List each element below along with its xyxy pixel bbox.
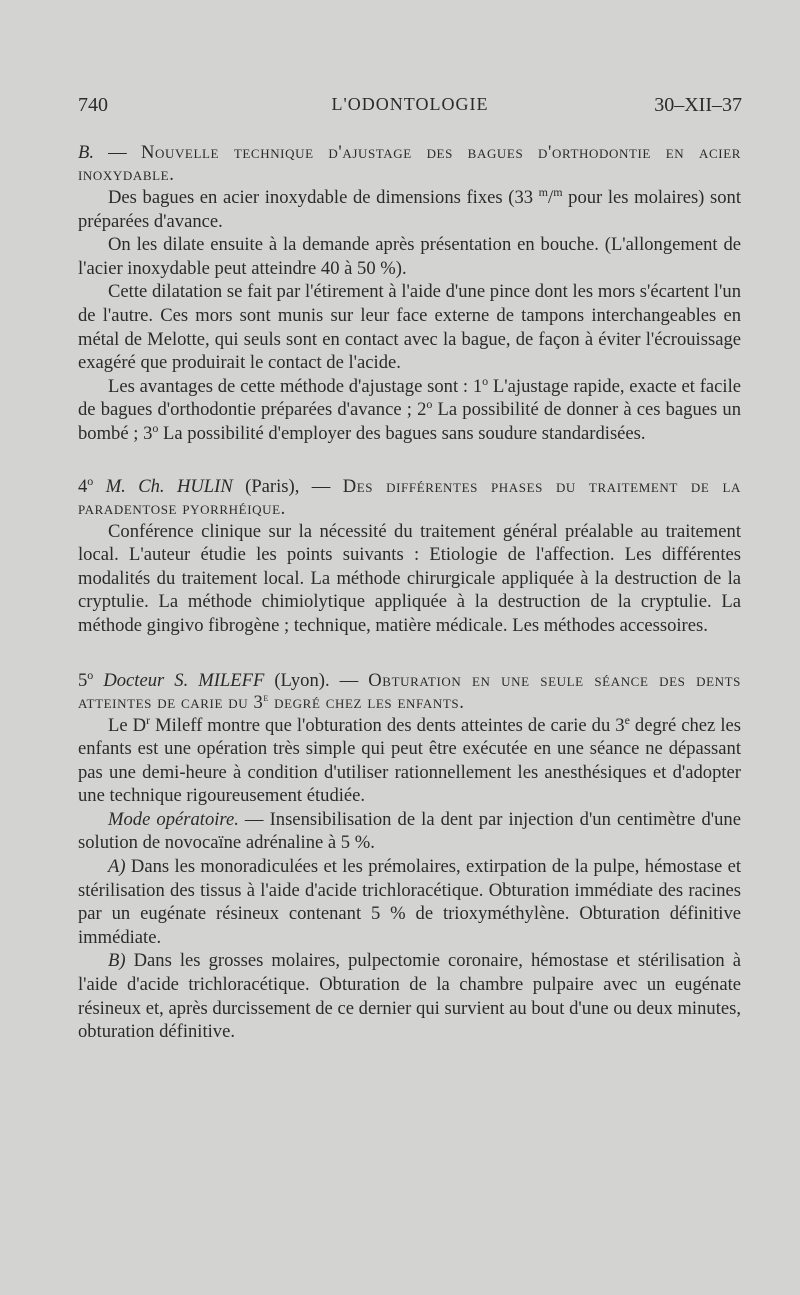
- section-4-author: M. Ch. HULIN: [105, 475, 233, 497]
- text: — Insensibilisation de la dent par injection d'un centimètre d'une solution de novocaïne adrénaline à 5 %.: [78, 808, 741, 854]
- superscript: m: [553, 184, 563, 199]
- section-4-heading: [78, 473, 741, 520]
- text: L'ajustage rapide, exacte et facile de bagues d'orthodontie préparées d'avance ; 2: [78, 375, 742, 421]
- running-title: L'ODONTOLOGIE: [331, 94, 489, 114]
- superscript: o: [482, 373, 489, 388]
- section-number: 4: [78, 475, 88, 497]
- issue-date: 30–XII–37: [654, 94, 742, 116]
- section-5-heading: [78, 667, 741, 714]
- text: La possibilité d'employer des bagues sans soudure standardisées.: [158, 422, 646, 444]
- section-4-place: (Paris), —: [232, 475, 343, 497]
- section-b-title: Nouvelle technique d'ajustage des bagues d'orthodontie en acier inoxydable.: [78, 142, 742, 185]
- text: Mileff montre que l'obturation des dents atteintes de carie du 3: [150, 714, 625, 736]
- section-b-paragraph-2: On les dilate ensuite à la demande après présentation en bouche. (L'allongement de l'acier inoxydable peut atteindre 40 à 50 %).: [78, 234, 741, 279]
- text: Obturation en une seule séance des dents atteintes de carie du 3: [78, 669, 741, 713]
- superscript: e: [263, 689, 269, 704]
- section-number: 5: [78, 669, 88, 691]
- superscript: o: [426, 397, 433, 412]
- section-b-paragraph-4: [78, 375, 741, 446]
- section-5-place: (Lyon). —: [264, 669, 369, 691]
- section-b-paragraph-1: [78, 186, 741, 233]
- spacer: [78, 446, 741, 476]
- spacer: [78, 638, 741, 670]
- text: Les avantages de cette méthode d'ajustage sont : 1: [108, 375, 483, 397]
- superscript: o: [87, 667, 94, 682]
- superscript: o: [152, 420, 159, 435]
- superscript: o: [87, 473, 94, 488]
- item-a-label: A): [108, 856, 126, 878]
- text: La possibilité de donner à ces bagues un bombé ; 3: [78, 399, 741, 444]
- section-b-heading: [78, 142, 741, 186]
- section-b-paragraph-3: Cette dilatation se fait par l'étirement à l'aide d'une pince dont les mors s'écartent l'un de l'autre. Ces mors sont munis sur leur face externe de tampons interchangeables en métal de Melotte, qui seuls sont en contact avec la bague, de façon à éviter l'écrouissage exagéré que produirait le contact de l'acide.: [78, 281, 741, 374]
- section-4-paragraph-1: Conférence clinique sur la nécessité du traitement général préalable au traitement local. L'auteur étudie les points suivants : Etiologie de l'affection. Les différentes modalités du traitement local. La méthode chirurgicale appliquée à la destruction de la cryptulie. La méthode chimiolytique appliquée à la destruction de la cryptulie. La méthode gingivo fibrogène ; technique, matière médicale. Les méthodes accessoires.: [78, 520, 741, 636]
- text: degré chez les enfants est une opération très simple qui peut être exécutée en une séance ne dépassant pas une demi-heure à condition d'utiliser rationnellement les anesthésiques et d'adopter une technique rigoureusement étudiée.: [78, 714, 741, 807]
- section-5-mode-operatoire: [78, 808, 741, 855]
- section-5-item-b: [78, 949, 741, 1043]
- text: Le D: [108, 714, 147, 736]
- text: Des bagues en acier inoxydable de dimensions fixes (33: [108, 187, 539, 208]
- running-header: [78, 94, 742, 120]
- section-4-title: Des différentes phases du traitement de la paradentose pyorrhéique.: [78, 475, 741, 519]
- section-5-paragraph-1: [78, 714, 741, 808]
- dash: —: [94, 142, 141, 163]
- item-b-label: B): [108, 950, 126, 972]
- superscript: r: [146, 712, 151, 727]
- mode-operatoire-label: Mode opératoire.: [108, 808, 239, 830]
- page-number: 740: [78, 94, 108, 116]
- article-body: [78, 142, 741, 1044]
- section-5-author: Docteur S. MILEFF: [103, 669, 265, 691]
- text: /: [548, 187, 554, 208]
- section-b-label: B.: [78, 142, 95, 163]
- superscript: m: [538, 184, 549, 199]
- text: Dans les grosses molaires, pulpectomie coronaire, hémostase et stérilisation à l'aide d'acide trichloracétique. Obturation de la chambre pulpaire avec un eugénate résineux et, après durcissement de ce dernier qui survient au bout d'une ou deux minutes, obturation définitive.: [78, 950, 741, 1043]
- text: degré chez les enfants.: [268, 691, 465, 713]
- section-5-item-a: [78, 855, 741, 949]
- text: pour les molaires) sont préparées d'avance.: [78, 187, 741, 232]
- text: Dans les monoradiculées et les prémolaires, extirpation de la pulpe, hémostase et stérilisation des tissus à l'aide d'acide trichloracétique. Obturation immédiate des racines par un eugénate résineux contenant 5 % de trioxyméthylène. Obturation définitive immédiate.: [78, 856, 741, 948]
- superscript: e: [624, 712, 630, 727]
